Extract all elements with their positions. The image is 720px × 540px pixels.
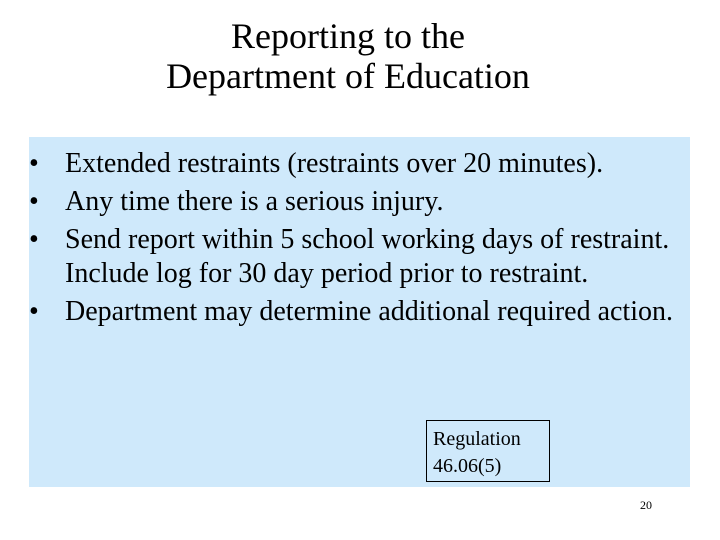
slide-title-line-1: Reporting to the <box>231 16 465 56</box>
bullet-item <box>29 223 690 291</box>
regulation-reference-box <box>426 420 550 482</box>
bullet-symbol: • <box>29 296 39 327</box>
bullet-symbol: • <box>29 148 39 179</box>
bullet-item <box>29 185 690 219</box>
bullet-list <box>29 147 690 333</box>
regulation-label: Regulation <box>433 428 521 450</box>
content-panel <box>29 137 690 487</box>
bullet-text: Any time there is a serious injury. <box>65 186 444 217</box>
bullet-symbol: • <box>29 186 39 217</box>
bullet-text: Department may determine additional required action. <box>65 296 673 327</box>
slide-title-line-2: Department of Education <box>166 56 530 96</box>
bullet-text: Extended restraints (restraints over 20 minutes). <box>65 148 604 179</box>
bullet-item <box>29 295 690 329</box>
slide-title <box>0 16 696 96</box>
bullet-symbol: • <box>29 224 39 255</box>
bullet-item <box>29 147 690 181</box>
bullet-text: Send report within 5 school working days of restraint. Include log for 30 day period prior to restraint. <box>65 224 670 289</box>
regulation-number: 46.06(5) <box>433 455 502 477</box>
page-number: 20 <box>640 498 652 512</box>
